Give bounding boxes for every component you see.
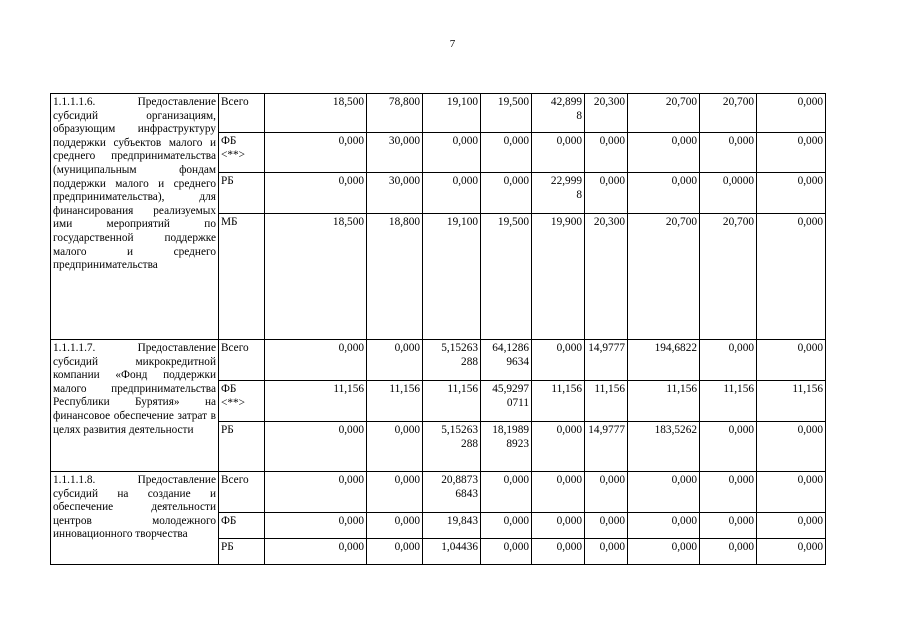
- amount-cell: 14,9777: [585, 340, 628, 381]
- funding-source: РБ: [219, 422, 265, 472]
- amount-cell: 0,000: [628, 513, 700, 539]
- page-number: 7: [449, 38, 456, 50]
- amount-cell: 64,1286 9634: [481, 340, 532, 381]
- budget-table: [50, 93, 826, 565]
- table-row: [51, 340, 826, 381]
- amount-cell: 19,100: [423, 94, 481, 133]
- amount-cell: 45,9297 0711: [481, 381, 532, 422]
- amount-cell: 5,15263 288: [423, 422, 481, 472]
- amount-cell: 18,500: [265, 94, 367, 133]
- amount-cell: 0,000: [532, 422, 585, 472]
- amount-cell: 0,000: [367, 513, 423, 539]
- funding-source: Всего: [219, 340, 265, 381]
- amount-cell: 20,700: [628, 94, 700, 133]
- amount-cell: 0,000: [265, 133, 367, 173]
- amount-cell: 0,000: [757, 340, 826, 381]
- amount-cell: 0,000: [628, 472, 700, 513]
- amount-cell: 11,156: [585, 381, 628, 422]
- amount-cell: 0,000: [367, 539, 423, 565]
- amount-cell: 0,000: [628, 173, 700, 214]
- amount-cell: 11,156: [628, 381, 700, 422]
- amount-cell: 0,000: [423, 133, 481, 173]
- amount-cell: 0,000: [585, 133, 628, 173]
- table-body: [51, 94, 826, 565]
- amount-cell: 0,000: [481, 133, 532, 173]
- measure-description: 1.1.1.1.8. Предоставление субсидий на создание и обеспечение деятельности центров молодежного инновационного творчества: [51, 472, 219, 565]
- amount-cell: 19,843: [423, 513, 481, 539]
- amount-cell: 20,700: [628, 214, 700, 340]
- funding-source: Всего: [219, 472, 265, 513]
- amount-cell: 0,000: [700, 472, 757, 513]
- amount-cell: 0,000: [265, 422, 367, 472]
- amount-cell: 0,000: [532, 539, 585, 565]
- amount-cell: 0,000: [265, 340, 367, 381]
- amount-cell: 20,8873 6843: [423, 472, 481, 513]
- amount-cell: 11,156: [367, 381, 423, 422]
- amount-cell: 0,000: [585, 513, 628, 539]
- amount-cell: 183,5262: [628, 422, 700, 472]
- amount-cell: 0,000: [481, 539, 532, 565]
- amount-cell: 0,000: [532, 133, 585, 173]
- amount-cell: 0,000: [481, 513, 532, 539]
- amount-cell: 42,899 8: [532, 94, 585, 133]
- amount-cell: 0,000: [628, 539, 700, 565]
- amount-cell: 0,000: [628, 133, 700, 173]
- funding-source: ФБ <**>: [219, 381, 265, 422]
- funding-source: Всего: [219, 94, 265, 133]
- amount-cell: 0,000: [757, 173, 826, 214]
- amount-cell: 0,000: [700, 422, 757, 472]
- amount-cell: 0,000: [757, 214, 826, 340]
- amount-cell: 0,000: [265, 472, 367, 513]
- amount-cell: 0,000: [532, 472, 585, 513]
- amount-cell: 0,000: [265, 539, 367, 565]
- amount-cell: 11,156: [700, 381, 757, 422]
- amount-cell: 194,6822: [628, 340, 700, 381]
- amount-cell: 0,000: [265, 513, 367, 539]
- amount-cell: 0,000: [532, 513, 585, 539]
- funding-source: ФБ <**>: [219, 133, 265, 173]
- amount-cell: 0,000: [481, 173, 532, 214]
- amount-cell: 30,000: [367, 133, 423, 173]
- amount-cell: 11,156: [265, 381, 367, 422]
- measure-description: 1.1.1.1.7. Предоставление субсидий микрокредитной компании «Фонд поддержки малого предпринимательства Республики Бурятия» на финансовое обеспечение затрат в целях развития деятельности: [51, 340, 219, 472]
- amount-cell: 0,000: [367, 422, 423, 472]
- amount-cell: 19,500: [481, 214, 532, 340]
- amount-cell: 1,04436: [423, 539, 481, 565]
- funding-source: РБ: [219, 173, 265, 214]
- amount-cell: 78,800: [367, 94, 423, 133]
- funding-source: МБ: [219, 214, 265, 340]
- amount-cell: 0,000: [757, 422, 826, 472]
- funding-source: РБ: [219, 539, 265, 565]
- amount-cell: 0,0000: [700, 173, 757, 214]
- amount-cell: 0,000: [757, 94, 826, 133]
- amount-cell: 14,9777: [585, 422, 628, 472]
- amount-cell: 0,000: [700, 539, 757, 565]
- amount-cell: 0,000: [265, 173, 367, 214]
- amount-cell: 20,300: [585, 214, 628, 340]
- amount-cell: 0,000: [367, 340, 423, 381]
- measure-description: 1.1.1.1.6. Предоставление субсидий организациям, образующим инфраструктуру поддержки субъектов малого и среднего предпринимательства (муниципальным фондам поддержки малого и среднего предпринимательства), для финансирования реализуемых ими мероприятий по государственной поддержке малого и среднего предпринимательства: [51, 94, 219, 340]
- amount-cell: 19,900: [532, 214, 585, 340]
- amount-cell: 0,000: [585, 539, 628, 565]
- amount-cell: 0,000: [423, 173, 481, 214]
- amount-cell: 0,000: [585, 472, 628, 513]
- amount-cell: 0,000: [700, 513, 757, 539]
- amount-cell: 0,000: [757, 133, 826, 173]
- amount-cell: 0,000: [481, 472, 532, 513]
- amount-cell: 11,156: [423, 381, 481, 422]
- amount-cell: 11,156: [532, 381, 585, 422]
- amount-cell: 19,500: [481, 94, 532, 133]
- amount-cell: 5,15263 288: [423, 340, 481, 381]
- amount-cell: 0,000: [757, 472, 826, 513]
- amount-cell: 11,156: [757, 381, 826, 422]
- amount-cell: 0,000: [367, 472, 423, 513]
- amount-cell: 0,000: [700, 340, 757, 381]
- amount-cell: 0,000: [532, 340, 585, 381]
- table-row: [51, 94, 826, 133]
- amount-cell: 22,999 8: [532, 173, 585, 214]
- amount-cell: 18,1989 8923: [481, 422, 532, 472]
- amount-cell: 0,000: [585, 173, 628, 214]
- amount-cell: 0,000: [757, 539, 826, 565]
- amount-cell: 0,000: [700, 133, 757, 173]
- amount-cell: 0,000: [757, 513, 826, 539]
- amount-cell: 30,000: [367, 173, 423, 214]
- amount-cell: 20,300: [585, 94, 628, 133]
- amount-cell: 19,100: [423, 214, 481, 340]
- amount-cell: 20,700: [700, 94, 757, 133]
- amount-cell: 20,700: [700, 214, 757, 340]
- amount-cell: 18,800: [367, 214, 423, 340]
- amount-cell: 18,500: [265, 214, 367, 340]
- table-row: [51, 472, 826, 513]
- funding-source: ФБ: [219, 513, 265, 539]
